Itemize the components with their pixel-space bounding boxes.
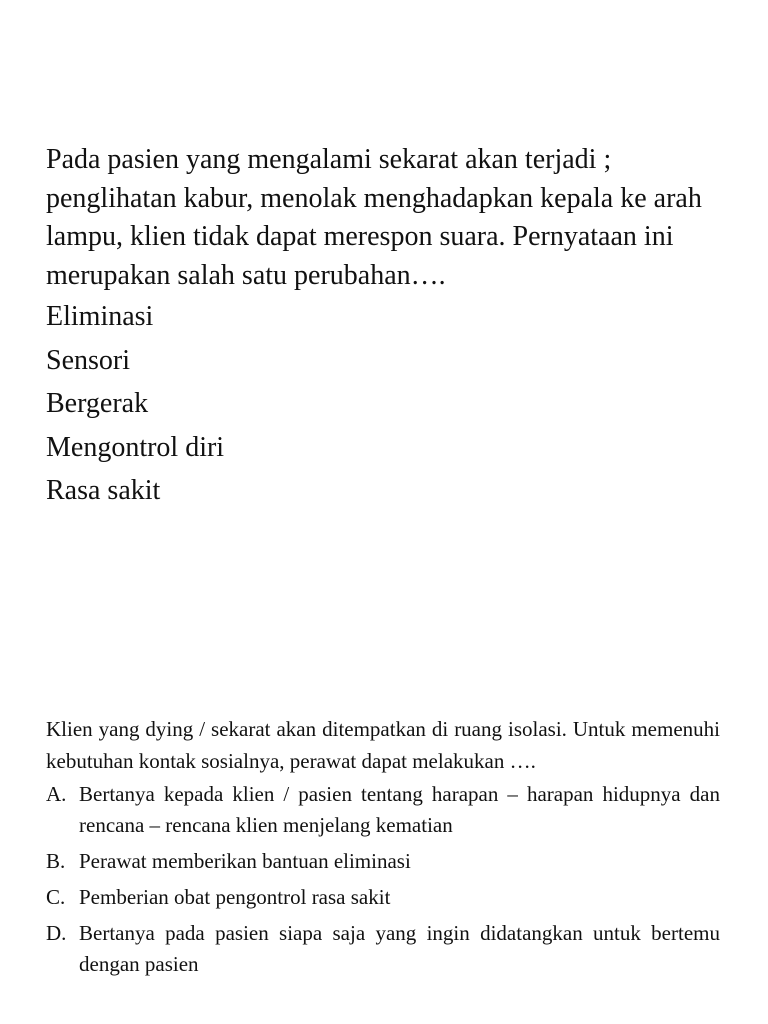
question-2-stem: Klien yang dying / sekarat akan ditempatkan di ruang isolasi. Untuk memenuhi kebutuhan kontak sosialnya, perawat dapat melakukan …. [46, 717, 720, 773]
option-text: Perawat memberikan bantuan eliminasi [79, 849, 411, 873]
question-1-option: Rasa sakit [46, 475, 161, 506]
question-2-option-b [46, 846, 720, 877]
question-2-options [46, 779, 720, 980]
question-2 [46, 714, 720, 985]
option-text: Bertanya pada pasien siapa saja yang ingin didatangkan untuk bertemu dengan pasien [79, 921, 720, 976]
option-letter: D. [46, 921, 67, 945]
question-2-option-d [46, 918, 720, 980]
option-text: Pemberian obat pengontrol rasa sakit [79, 885, 391, 909]
question-1-option: Sensori [46, 344, 130, 376]
question-1-option: Bergerak [46, 388, 149, 419]
question-1 [46, 141, 736, 513]
option-letter: A. [46, 782, 67, 806]
question-1-option: Eliminasi [46, 301, 154, 332]
option-letter: B. [46, 849, 66, 873]
option-letter: C. [46, 885, 66, 909]
question-2-option-a [46, 779, 720, 841]
question-1-stem: Pada pasien yang mengalami sekarat akan terjadi ; penglihatan kabur, menolak menghadapkan kepala ke arah lampu, klien tidak dapat merespon suara. Pernyataan ini merupakan salah satu perubahan…. [46, 144, 702, 291]
question-1-options [46, 295, 736, 513]
question-2-option-c [46, 882, 720, 913]
question-1-option: Mengontrol diri [46, 431, 225, 463]
option-text: Bertanya kepada klien / pasien tentang harapan – harapan hidupnya dan rencana – rencana klien menjelang kematian [79, 782, 720, 837]
